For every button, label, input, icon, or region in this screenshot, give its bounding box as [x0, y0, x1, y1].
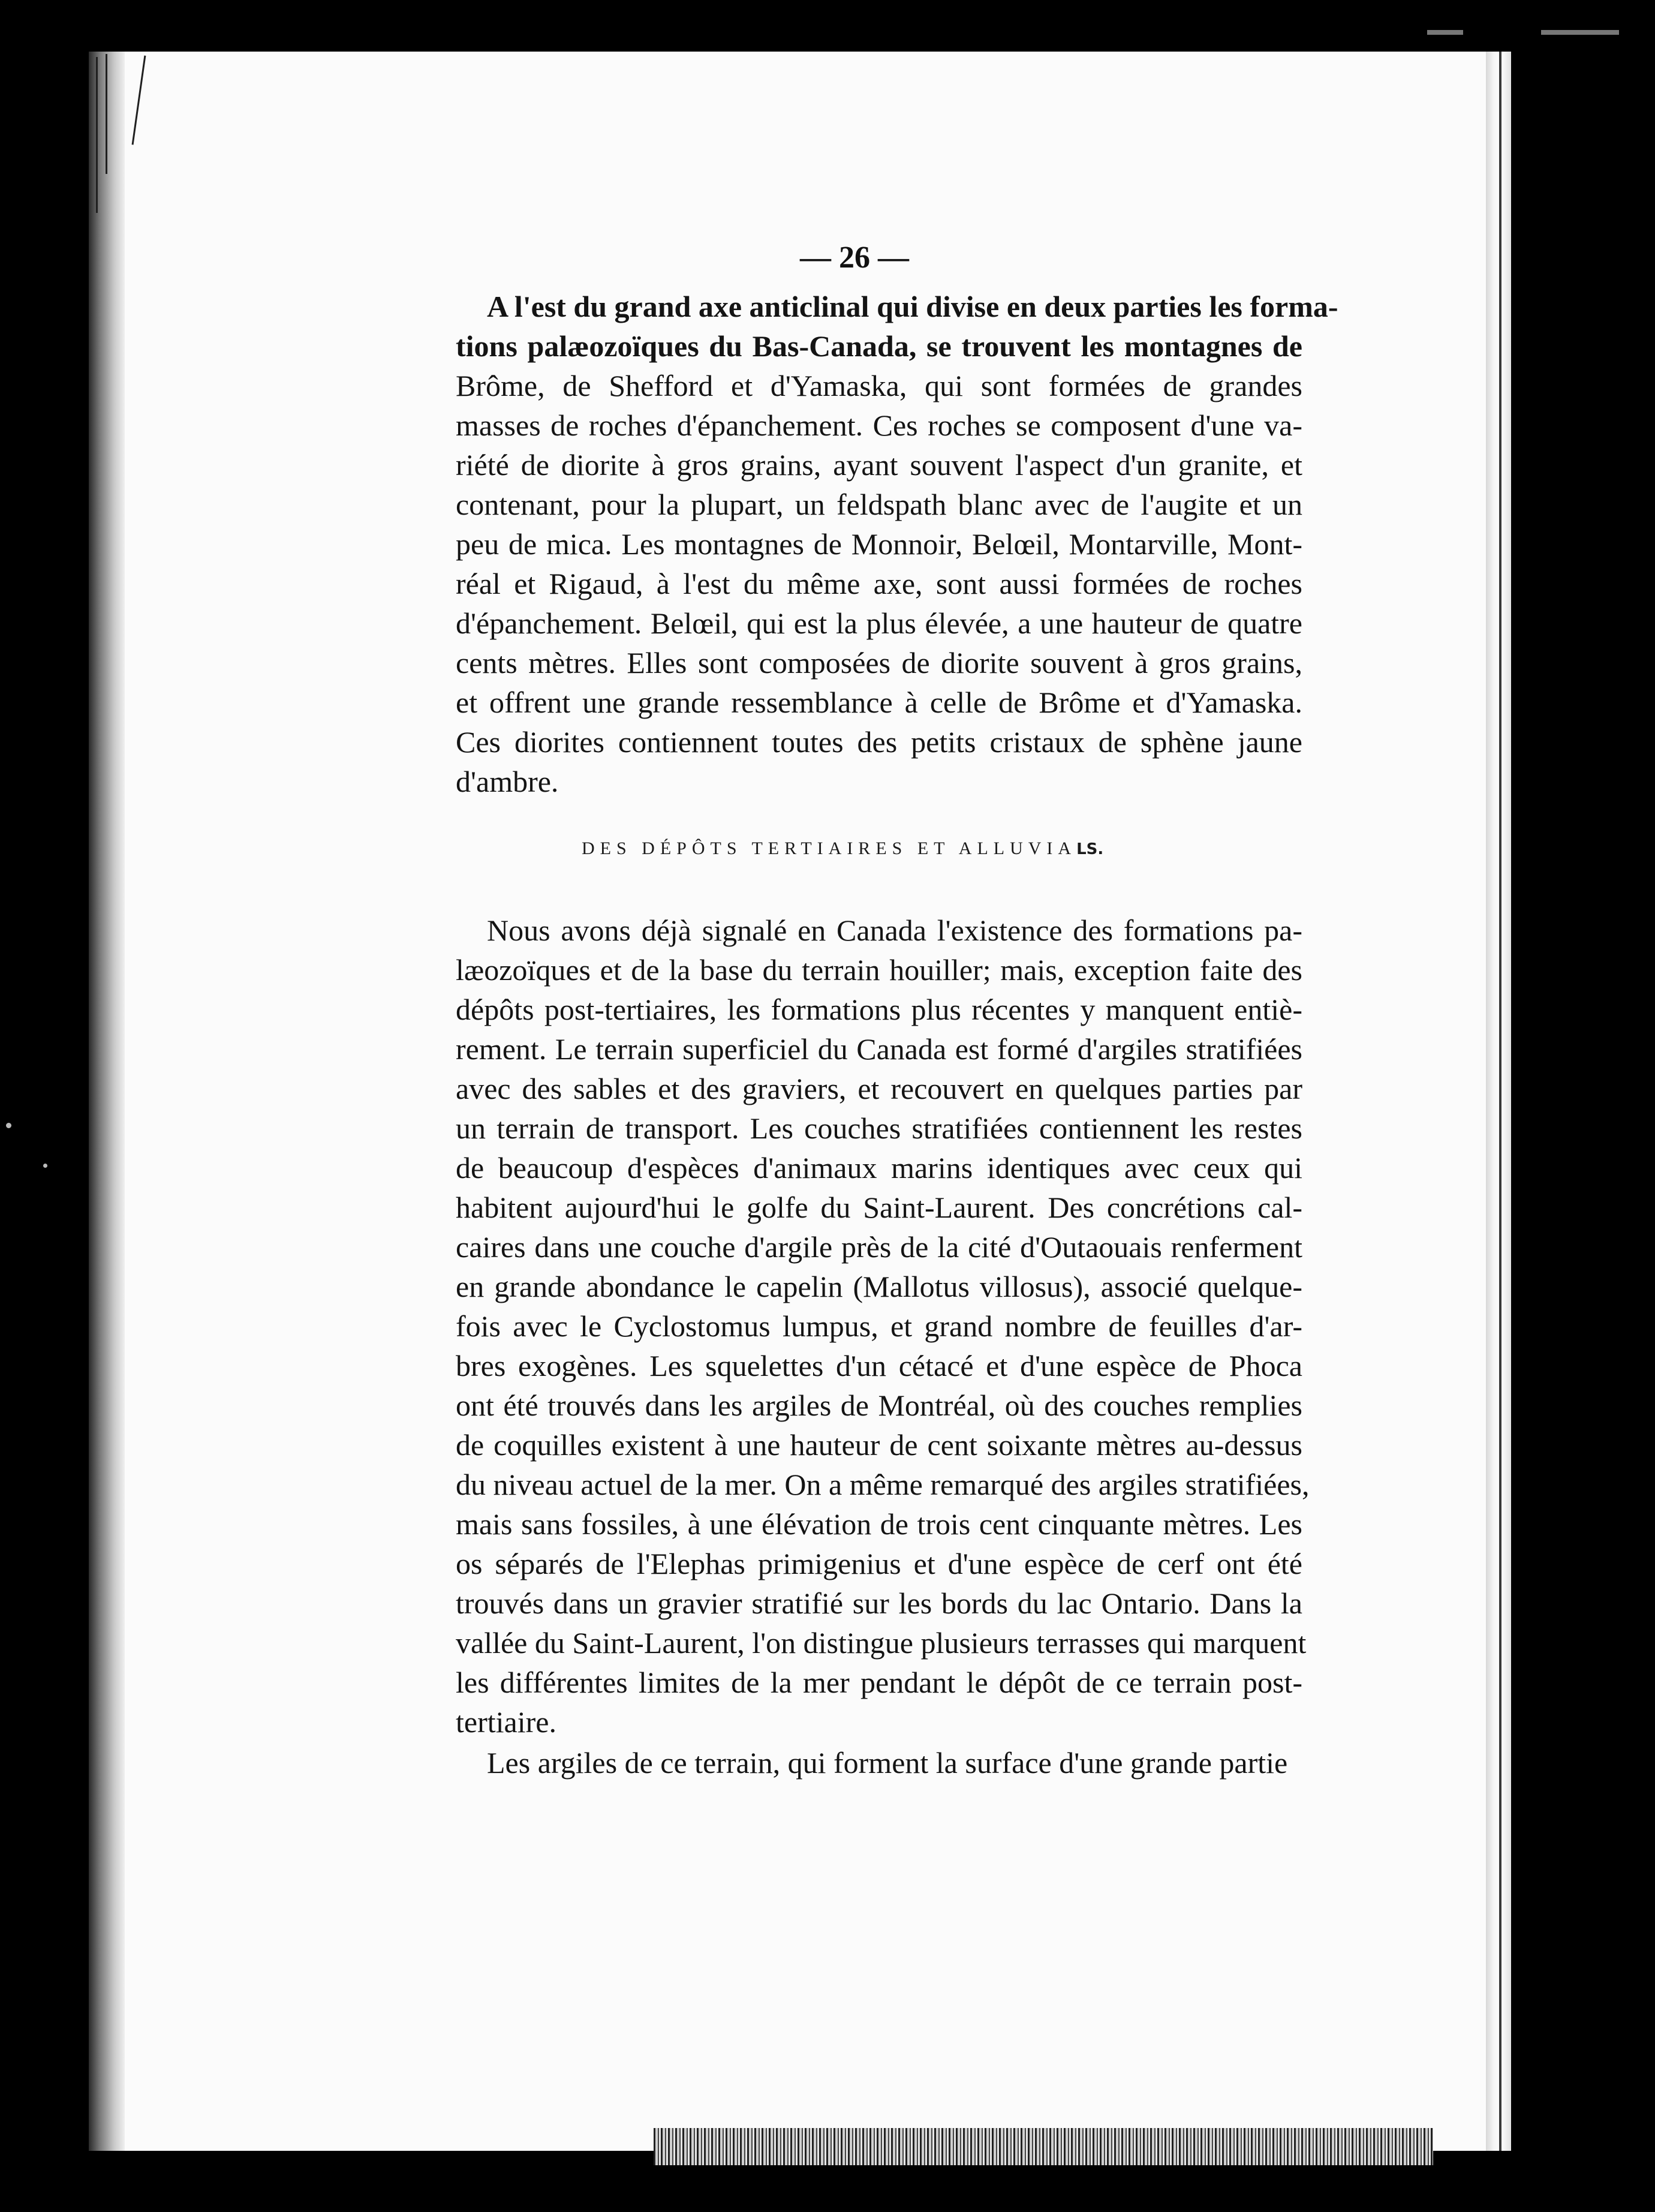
text-line: avec des sables et des graviers, et recouvert en quelques parties par: [456, 1072, 1302, 1105]
text-line: masses de roches d'épanchement. Ces roches se composent d'une va-: [456, 408, 1302, 442]
text-line: os séparés de l'Elephas primigenius et d'une espèce de cerf ont été: [456, 1547, 1302, 1580]
text-line: les différentes limites de la mer pendant le dépôt de ce terrain post-: [456, 1666, 1302, 1699]
text-line: tions palæozoïques du Bas-Canada, se trouvent les montagnes de: [456, 329, 1302, 363]
correction-mark: LS.: [1076, 840, 1104, 858]
scan-artifact: [1427, 30, 1463, 35]
page-edge: [1486, 52, 1511, 2151]
scan-artifact: [1541, 30, 1619, 35]
text-line: bres exogènes. Les squelettes d'un cétacé et d'une espèce de Phoca: [456, 1349, 1302, 1382]
paragraph-3: [456, 1743, 1302, 1783]
text-line: tertiaire.: [456, 1705, 556, 1739]
text-line: d'ambre.: [456, 765, 559, 798]
page-number: — 26 —: [800, 241, 909, 275]
text-line: fois avec le Cyclostomus lumpus, et grand nombre de feuilles d'ar-: [456, 1309, 1302, 1343]
text-line: réal et Rigaud, à l'est du même axe, sont aussi formées de roches: [456, 567, 1302, 600]
section-heading: [582, 838, 1157, 859]
text-line: du niveau actuel de la mer. On a même remarqué des argiles stratifiées,: [456, 1468, 1310, 1501]
text-line: læozoïques et de la base du terrain houiller; mais, exception faite des: [456, 953, 1302, 987]
paragraph-2: [456, 910, 1310, 1742]
scan-speck: [6, 1123, 11, 1128]
text-line: et offrent une grande ressemblance à celle de Brôme et d'Yamaska.: [456, 686, 1302, 719]
text-line: A l'est du grand axe anticlinal qui divise en deux parties les forma-: [487, 290, 1338, 323]
text-line: Nous avons déjà signalé en Canada l'existence des formations pa-: [487, 913, 1302, 947]
text-line: en grande abondance le capelin (Mallotus villosus), associé quelque-: [456, 1270, 1302, 1303]
text-line: cents mètres. Elles sont composées de diorite souvent à gros grains,: [456, 646, 1302, 680]
text-line: caires dans une couche d'argile près de la cité d'Outaouais renferment: [456, 1230, 1302, 1264]
text-line: de beaucoup d'espèces d'animaux marins identiques avec ceux qui: [456, 1151, 1302, 1185]
page-binding: [89, 52, 125, 2151]
section-heading-text: DES DÉPÔTS TERTIAIRES ET ALLUVIA: [582, 838, 1077, 858]
scan-speck: [43, 1164, 47, 1168]
text-line: mais sans fossiles, à une élévation de trois cent cinquante mètres. Les: [456, 1507, 1302, 1541]
text-line: d'épanchement. Belœil, qui est la plus élevée, a une hauteur de quatre: [456, 606, 1302, 640]
text-line: Les argiles de ce terrain, qui forment la surface d'une grande partie: [487, 1746, 1288, 1780]
scan-barcode-strip: [654, 2128, 1433, 2165]
paragraph-1: [456, 287, 1338, 801]
text-line: peu de mica. Les montagnes de Monnoir, Belœil, Montarville, Mont-: [456, 527, 1302, 561]
binding-mark: [96, 57, 98, 213]
page-edge-line: [1499, 52, 1501, 2151]
text-line: dépôts post-tertiaires, les formations plus récentes y manquent entiè-: [456, 993, 1302, 1026]
text-line: riété de diorite à gros grains, ayant souvent l'aspect d'un granite, et: [456, 448, 1302, 482]
text-line: Brôme, de Shefford et d'Yamaska, qui sont formées de grandes: [456, 369, 1302, 402]
text-line: Ces diorites contiennent toutes des petits cristaux de sphène jaune: [456, 725, 1302, 759]
text-line: rement. Le terrain superficiel du Canada est formé d'argiles stratifiées: [456, 1032, 1302, 1066]
text-line: ont été trouvés dans les argiles de Montréal, où des couches remplies: [456, 1388, 1302, 1422]
binding-mark: [106, 54, 107, 174]
text-line: de coquilles existent à une hauteur de cent soixante mètres au-dessus: [456, 1428, 1302, 1462]
text-line: contenant, pour la plupart, un feldspath blanc avec de l'augite et un: [456, 488, 1302, 521]
text-line: habitent aujourd'hui le golfe du Saint-Laurent. Des concrétions cal-: [456, 1191, 1302, 1224]
text-line: trouvés dans un gravier stratifié sur les bords du lac Ontario. Dans la: [456, 1586, 1302, 1620]
text-line: un terrain de transport. Les couches stratifiées contiennent les restes: [456, 1111, 1302, 1145]
text-line: vallée du Saint-Laurent, l'on distingue plusieurs terrasses qui marquent: [456, 1626, 1307, 1660]
